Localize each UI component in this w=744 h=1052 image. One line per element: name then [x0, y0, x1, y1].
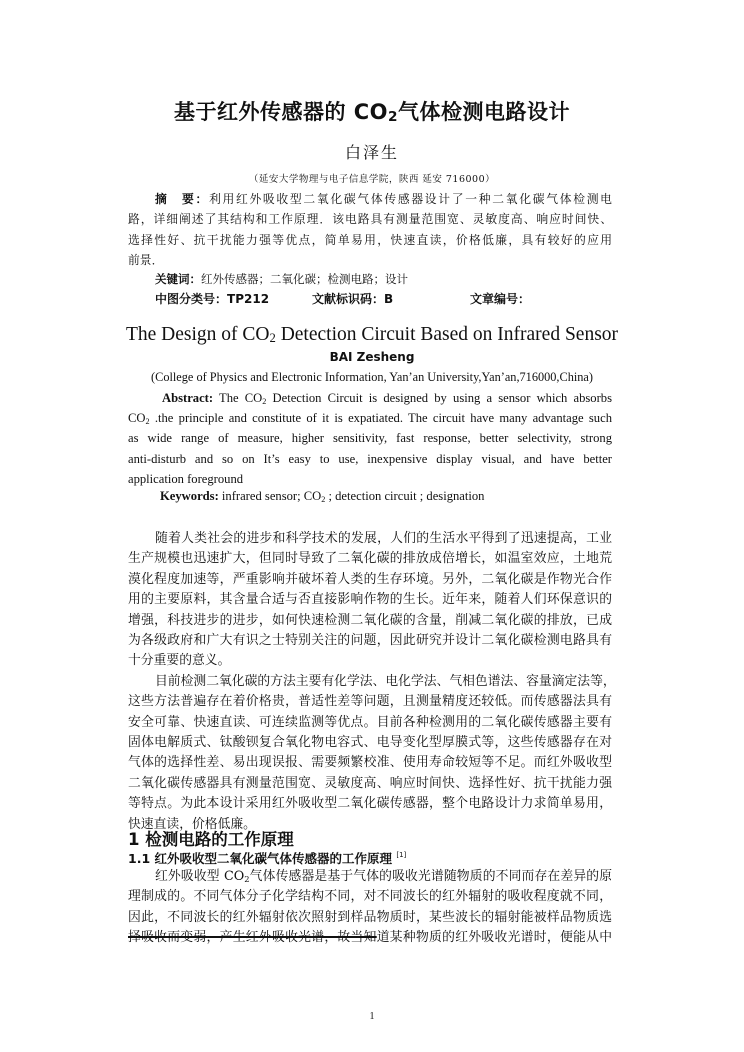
chinese-abstract	[128, 189, 612, 271]
english-title-subscript: 2	[269, 331, 276, 345]
english-abstract-text: Detection Circuit is designed by using a sensor which absorbs	[266, 391, 612, 405]
body-line: 安全可靠、快速直读、可连续监测等优点。目前各种检测用的二氧化碳传感器主要有	[128, 714, 612, 730]
body-text: 红外吸收型 CO	[155, 869, 245, 884]
body-line: 随着人类社会的进步和科学技术的发展，人们的生活水平得到了迅速提高，工业	[155, 531, 612, 546]
chinese-title-part-2: 气体检测电路设计	[398, 100, 571, 124]
english-title-part-1: The Design of CO	[125, 324, 270, 345]
body-line: 增强，科技进步的进步，如何快速检测二氧化碳的含量，削减二氧化碳的排放，已成	[128, 612, 612, 628]
english-abstract-line: as wide range of measure, higher sensitivity, fast response, better selectivity, strong	[128, 431, 612, 446]
body-text: 气体传感器是基于气体的吸收光谱随物质的不同而存在差异的原	[249, 869, 612, 884]
english-keywords-value: ; detection circuit ; designation	[325, 489, 485, 503]
clc-label: 中图分类号：	[155, 292, 228, 306]
english-abstract-line	[128, 408, 612, 428]
english-abstract-label: Abstract:	[162, 391, 214, 405]
body-line: 生产规模也迅速扩大，但同时导致了二氧化碳的排放成倍增长，如温室效应，土地荒	[128, 551, 612, 567]
english-abstract-line	[128, 388, 612, 408]
subscript: 2	[321, 495, 326, 504]
body-text: 道某种物质的红外吸收光谱时，便能从中	[376, 930, 613, 946]
chinese-abstract-label: 摘 要：	[155, 192, 209, 206]
struck-through-text: 择吸收而变弱，产生红外吸收光谱，故当知	[128, 930, 377, 946]
body-line: 漠化程度加速等，严重影响并破坏着人类的生存环境。另外，二氧化碳是作物光合作	[128, 571, 612, 587]
body-line: 理制成的。不同气体分子化学结构不同，对不同波长的红外辐射的吸收程度就不同，	[128, 889, 612, 905]
body-line: 等特点。为此本设计采用红外吸收型二氧化碳传感器，整个电路设计力求简单易用，	[128, 796, 612, 812]
body-line: 目前检测二氧化碳的方法主要有化学法、电化学法、气相色谱法、容量滴定法等，	[155, 673, 616, 689]
english-keywords-value: infrared sensor; CO	[218, 489, 322, 503]
chinese-keywords	[155, 271, 408, 287]
chinese-abstract-line: 路，详细阐述了其结构和工作原理．该电路具有测量范围宽、灵敏度高、响应时间快、	[128, 212, 612, 227]
subscript: 2	[262, 397, 267, 406]
body-line: 用的主要原料，其含量合适与否直接影响作物的生长。近年来，随着人们环保意识的	[128, 592, 612, 608]
english-abstract-text: CO	[128, 411, 146, 426]
doc-code-value: B	[384, 292, 394, 306]
english-title	[0, 324, 744, 346]
body-line: 为各级政府和广大有识之士特别关注的问题，因此研究并设计二氧化碳检测电路具有	[128, 633, 612, 649]
chinese-title-subscript: 2	[388, 109, 399, 125]
chinese-keywords-label: 关键词：	[155, 272, 201, 286]
citation-reference[interactable]: [1]	[396, 851, 407, 859]
english-abstract	[128, 388, 612, 489]
english-abstract-text: The CO	[213, 391, 263, 405]
chinese-abstract-line: 前景．	[128, 253, 164, 268]
subsection-heading-text: 1.1 红外吸收型二氧化碳气体传感器的工作原理	[128, 851, 397, 866]
page-number: 1	[369, 1011, 375, 1022]
english-author: BAI Zesheng	[329, 350, 415, 364]
chinese-title	[0, 96, 744, 126]
article-number-label: 文章编号：	[470, 292, 531, 306]
body-line: 因此，不同波长的红外辐射依次照射到样品物质时，某些波长的辐射能被样品物质选	[128, 909, 612, 925]
chinese-author: 白泽生	[344, 143, 399, 162]
english-keywords	[160, 489, 484, 504]
chinese-title-part-1: 基于红外传感器的 CO	[173, 100, 389, 124]
english-affiliation: (College of Physics and Electronic Information, Yan’an University,Yan’an,716000,China)	[151, 370, 593, 384]
body-line	[128, 867, 612, 887]
classification-row	[155, 290, 269, 307]
subscript: 2	[145, 417, 150, 427]
section-heading: 1 检测电路的工作原理	[128, 830, 294, 849]
chinese-affiliation: （延安大学物理与电子信息学院，陕西 延安 716000）	[248, 174, 496, 185]
doc-code	[312, 290, 393, 307]
clc-value: TP212	[227, 292, 270, 306]
english-keywords-label: Keywords:	[160, 489, 219, 503]
english-title-part-2: Detection Circuit Based on Infrared Sensor	[275, 324, 619, 345]
chinese-abstract-line	[128, 189, 612, 209]
subsection-heading	[128, 849, 406, 867]
chinese-keywords-value: 红外传感器；二氧化碳；检测电路；设计	[201, 272, 408, 286]
body-line: 固体电解质式、钛酸钡复合氧化物电容式、电导变化型厚膜式等，这些传感器存在对	[128, 735, 612, 751]
body-line: 十分重要的意义。	[128, 653, 231, 669]
body-line: 气体的选择性差、易出现误报、需要频繁校准、使用寿命较短等不足。而红外吸收型	[128, 755, 612, 771]
doc-code-label: 文献标识码：	[312, 292, 385, 306]
body-line: 二氧化碳传感器具有测量范围宽、灵敏度高、响应时间快、选择性好、抗干扰能力强	[128, 775, 612, 791]
body-line	[128, 928, 612, 948]
english-abstract-line: anti-disturb and so on It’s easy to use, inexpensive display visual, and have better	[128, 451, 612, 466]
chinese-abstract-text: 利用红外吸收型二氧化碳气体传感器设计了一种二氧化碳气体检测电	[208, 192, 612, 206]
subsection-body	[128, 867, 612, 949]
english-abstract-line: application foreground	[128, 471, 244, 486]
body-line: 这些方法普遍存在着价格贵，普适性差等问题，且测量精度还较低。而传感器法具有	[128, 694, 612, 710]
english-abstract-text: .the principle and constitute of it is expatiated. The circuit have many advantage such	[149, 411, 612, 426]
article-number	[470, 290, 530, 307]
introduction-body	[128, 529, 616, 835]
chinese-abstract-line: 选择性好、抗干扰能力强等优点，简单易用，快速直读，价格低廉，具有较好的应用	[128, 232, 612, 247]
body-line: 快速直读，价格低廉。	[128, 816, 256, 832]
subscript: 2	[244, 874, 250, 884]
